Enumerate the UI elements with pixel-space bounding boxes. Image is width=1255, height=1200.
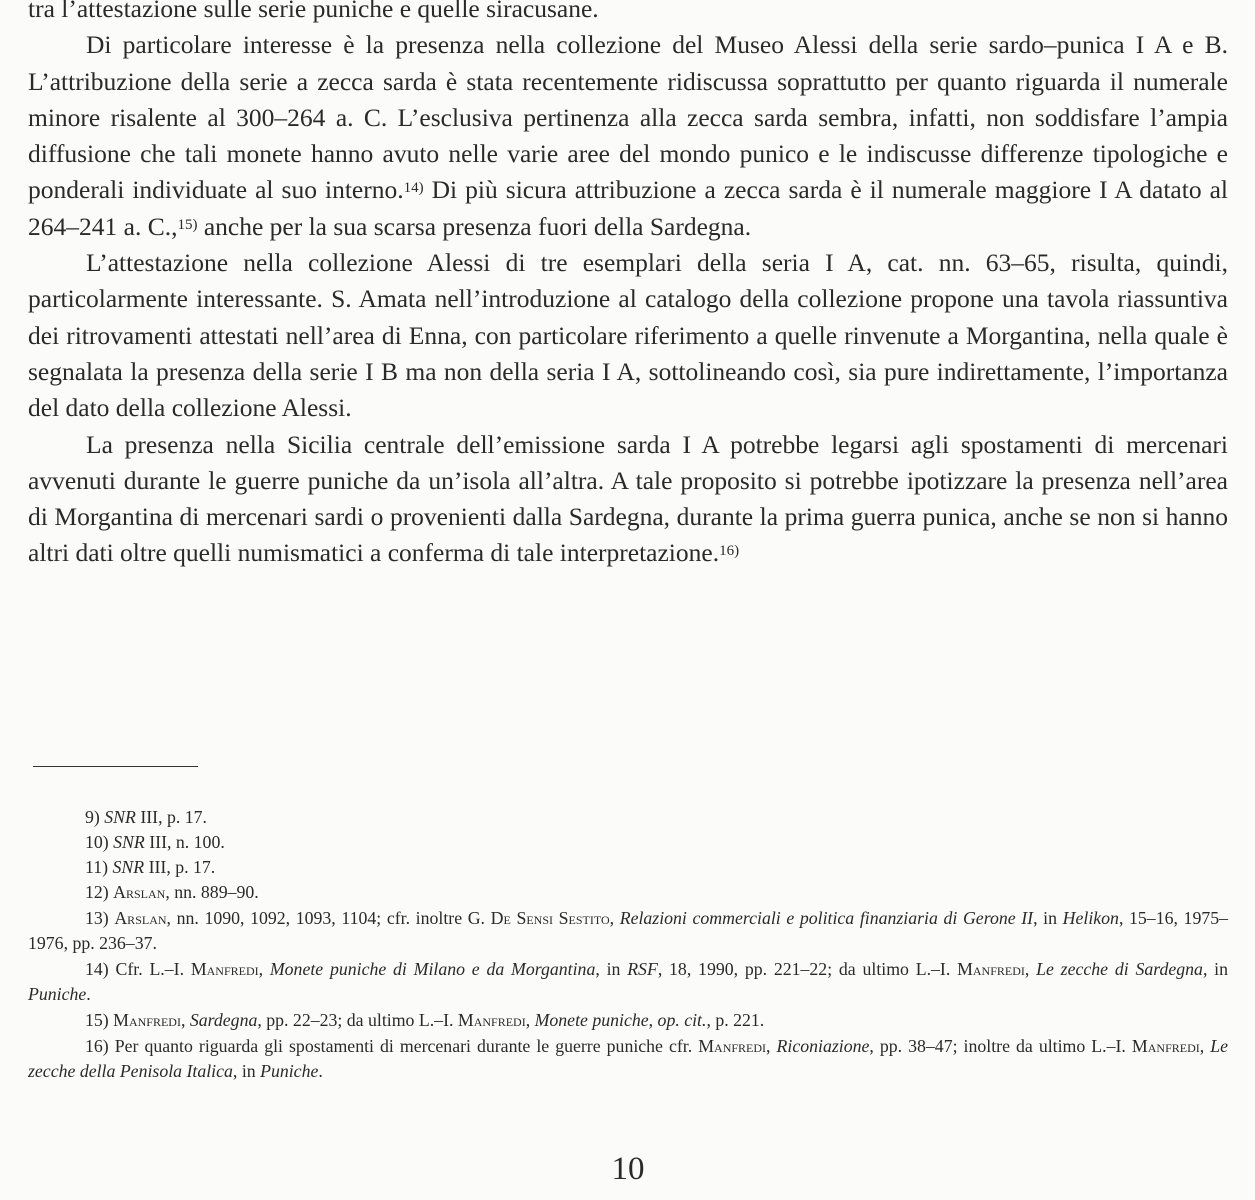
author-name: Arslan [113,882,166,902]
footnote-text: , 15–16, 1975–1976, pp. 236–37. [28,908,1229,953]
footnote-text: SNR [113,832,145,852]
footnote-text: III, p. 17. [135,807,207,827]
footnote-13 [28,906,1228,956]
journal-title: RSF [627,959,658,979]
work-title: Le zecche della Penisola Italica [28,1036,1228,1081]
footnote-text: , pp. 38–47; inoltre da ultimo L.–I. [869,1036,1132,1056]
footnote-11 [28,855,1228,880]
paragraph-text: Di particolare interesse è la presenza nella collezione del Museo Alessi della serie sardo–punica I A e B. L’attribuzione della serie a zecca sarda è stata recentemente ridiscussa soprattutto per quanto riguarda il numerale minore risalente al 300–264 a. C. L’esclusiva pertinenza alla zecca sarda sembra, infatti, non soddisfare l’ampia diffusione che tali monete hanno avuto nelle varie aree del mondo punico e le indiscusse differenze tipologiche e ponderali individuate al suo interno. [28,30,1228,205]
footnote-text: , 18, 1990, pp. 221–22; da ultimo L.–I. [657,959,958,979]
footnote-text: , [180,1010,190,1030]
journal-title: Helikon [1062,908,1119,928]
work-title: Riconiazione [776,1036,870,1056]
footnote-number: 13) [85,908,109,928]
footnote-text: . [318,1061,323,1081]
footnote-text: , [258,959,270,979]
paragraph-text: Di più sicura attribuzione a zecca sarda è il numerale maggiore I A datato al 264–241 a. C., [28,175,1229,241]
paragraph-serie-sardo-punica [28,27,1228,245]
footnote-12 [28,880,1228,905]
paragraph-text: L’attestazione nella collezione Alessi di tre esemplari della seria I A, cat. nn. 63–65, risulta, quindi, particolarmente interessante. S. Amata nell’introduzione al catalogo della collezione propone una tavola riassuntiva dei ritrovamenti attestati nell’area di Enna, con particolare riferimento a quelle rinvenute a Morgantina, nella quale è segnalata la presenza della serie I B ma non della seria I A, sottolineando così, sia pure indirettamente, l’importanza del dato della collezione Alessi. [28,248,1228,423]
footnote-text: Per quanto riguarda gli spostamenti di mercenari durante le guerre puniche cfr. [114,1036,699,1056]
author-name: Manfredi [113,1010,181,1030]
work-title: Puniche [260,1061,319,1081]
footnote-text: III, p. 17. [144,857,216,877]
author-name: Manfredi [457,1010,526,1030]
footnote-text: , p. 221. [706,1010,765,1030]
footnote-text: , in [1033,908,1063,928]
footnote-text: SNR [112,857,145,877]
footnote-text: , [609,908,620,928]
work-title: Puniche [28,984,87,1004]
paragraph-text: tra l’attestazione sulle serie puniche e quelle siracusane. [28,0,599,23]
citation-abbreviation: op. cit. [657,1010,707,1030]
footnote-text: , [1024,959,1037,979]
paragraph-continuation [28,0,1228,27]
footnote-text: SNR [104,807,136,827]
footnote-number: 11) [85,857,109,877]
footnote-14 [28,957,1228,1007]
footnote-number: 14) [85,959,109,979]
footnote-separator [33,766,198,767]
work-title: Le zecche di Sardegna [1036,959,1203,979]
author-name: Manfredi [957,959,1025,979]
footnote-text: , nn. 1090, 1092, 1093, 1104; cfr. inoltre G. [166,908,491,928]
footnote-number: 12) [85,882,109,902]
footnote-text: , [525,1010,535,1030]
paragraph-text: La presenza nella Sicilia centrale dell’emissione sarda I A potrebbe legarsi agli spostamenti di mercenari avvenuti durante le guerre puniche da un’isola all’altra. A tale proposito si potrebbe ipotizzare la presenza nell’area di Morgantina di mercenari sardi o provenienti dalla Sardegna, durante la prima guerra punica, anche se non si hanno altri dati oltre quelli numismatici a conferma di tale interpretazione. [28,429,1228,568]
work-title: Sardegna [189,1010,258,1030]
author-name: De Sensi Sestito [490,908,610,928]
footnote-text: , nn. 889–90. [165,882,259,902]
footnote-9 [28,805,1228,830]
work-title: Monete puniche di Milano e da Morgantina [269,959,596,979]
paragraph-mercenari [28,427,1228,572]
author-name: Manfredi [1131,1036,1200,1056]
author-name: Manfredi [190,959,259,979]
page-number: 10 [611,1151,645,1187]
footnote-15 [28,1008,1228,1033]
paragraph-text: anche per la sua scarsa presenza fuori della Sardegna. [197,211,752,241]
footnote-text: , in [595,959,628,979]
footnote-text: , [1199,1036,1211,1056]
footnote-text: . [86,984,91,1004]
footnote-number: 10) [85,832,109,852]
main-text [28,0,1228,572]
footnote-text: , [766,1036,777,1056]
footnote-text: Cfr. L.–I. [115,959,191,979]
footnote-text: , in [232,1061,261,1081]
footnote-text: , [648,1010,658,1030]
author-name: Manfredi [698,1036,767,1056]
footnote-reference[interactable]: 15) [177,216,198,233]
author-name: Arslan [114,908,167,928]
footnote-text: , pp. 22–23; da ultimo L.–I. [257,1010,458,1030]
work-title: Monete puniche [534,1010,649,1030]
footnote-reference[interactable]: 16) [719,543,740,560]
footnote-number: 16) [85,1036,109,1056]
footnotes [28,805,1228,1084]
document-page [28,0,1228,1200]
footnote-text: III, n. 100. [144,832,225,852]
work-title: Relazioni commerciali e politica finanziaria di Gerone II [619,908,1034,928]
paragraph-collezione-alessi [28,245,1228,426]
footnote-text: , in [1202,959,1229,979]
footnote-10 [28,830,1228,855]
footnote-number: 15) [85,1010,109,1030]
footnote-number: 9) [85,807,100,827]
footnote-reference[interactable]: 14) [403,180,424,197]
footnote-16 [28,1034,1228,1084]
